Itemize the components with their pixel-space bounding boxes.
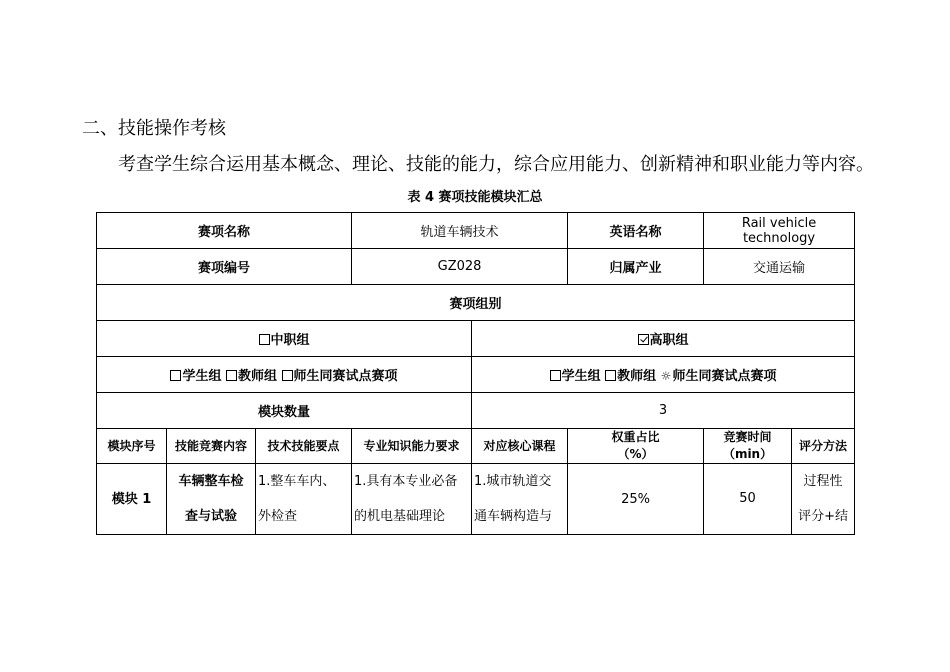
module-knowledge-line2: 的机电基础理论: [354, 509, 446, 524]
col-header-time: [704, 429, 792, 464]
time-header-line2: （min）: [722, 447, 773, 461]
module-count-label: 模块数量: [97, 393, 472, 429]
module-points: [256, 464, 352, 535]
unchecked-box-icon: [226, 370, 237, 381]
module-count-value: 3: [472, 393, 855, 429]
table-row: [97, 285, 855, 321]
module-content-line2: 查与试验: [184, 509, 237, 524]
pilot-group-label: 师生同赛试点赛项: [293, 369, 398, 384]
higher-group-cell: [472, 321, 855, 357]
col-header-points: 技术技能要点: [256, 429, 352, 464]
module-knowledge: [352, 464, 472, 535]
checked-box-icon: [638, 334, 649, 345]
table-row: [97, 393, 855, 429]
higher-subgroup-cell: [472, 357, 855, 393]
col-header-scoring: 评分方法: [792, 429, 855, 464]
col-header-course: 对应核心课程: [472, 429, 568, 464]
student-group-label: 学生组: [182, 369, 222, 384]
secondary-group-label: 中职组: [270, 333, 310, 348]
module-time: 50: [704, 464, 792, 535]
weight-header-line1: 权重占比: [611, 430, 660, 444]
module-content-line1: 车辆整车检: [178, 474, 244, 489]
group-header: 赛项组别: [97, 285, 855, 321]
module-weight: 25%: [568, 464, 704, 535]
module-course-line2: 通车辆构造与: [474, 509, 553, 524]
table-row: [97, 357, 855, 393]
module-knowledge-line1: 1.具有本专业必备: [354, 474, 458, 489]
skill-module-table: [96, 212, 855, 535]
col-header-weight: [568, 429, 704, 464]
industry-value: 交通运输: [704, 249, 855, 285]
event-code-label: 赛项编号: [97, 249, 352, 285]
module-seq: 模块 1: [97, 464, 167, 535]
table-caption: 表 4 赛项技能模块汇总: [407, 190, 543, 205]
module-points-line1: 1.整车车内、: [258, 474, 336, 489]
pilot-group-label: 师生同赛试点赛项: [672, 369, 777, 384]
col-header-knowledge: 专业知识能力要求: [352, 429, 472, 464]
event-code-value: GZ028: [352, 249, 568, 285]
higher-group-label: 高职组: [649, 333, 689, 348]
unchecked-box-icon: [282, 370, 293, 381]
table-header-row: [97, 429, 855, 464]
table-row: [97, 321, 855, 357]
english-name-label: 英语名称: [568, 213, 704, 249]
col-header-seq: 模块序号: [97, 429, 167, 464]
section-heading: 二、技能操作考核: [82, 118, 226, 139]
industry-label: 归属产业: [568, 249, 704, 285]
event-name-value: 轨道车辆技术: [352, 213, 568, 249]
unchecked-box-icon: [259, 334, 270, 345]
gear-icon: ☼: [660, 369, 672, 383]
module-course: [472, 464, 568, 535]
secondary-group-cell: [97, 321, 472, 357]
table-row: [97, 464, 855, 535]
secondary-subgroup-cell: [97, 357, 472, 393]
col-header-content: 技能竞赛内容: [167, 429, 256, 464]
weight-header-line2: （%）: [617, 447, 654, 461]
module-course-line1: 1.城市轨道交: [474, 474, 552, 489]
student-group-label: 学生组: [561, 369, 601, 384]
module-scoring-line2: 评分+结: [798, 509, 848, 524]
table-row: [97, 213, 855, 249]
time-header-line1: 竞赛时间: [723, 430, 772, 444]
teacher-group-label: 教师组: [238, 369, 278, 384]
module-scoring: [792, 464, 855, 535]
module-scoring-line1: 过程性: [803, 474, 843, 489]
teacher-group-label: 教师组: [617, 369, 657, 384]
unchecked-box-icon: [170, 370, 181, 381]
table-row: [97, 249, 855, 285]
event-name-label: 赛项名称: [97, 213, 352, 249]
module-content: [167, 464, 256, 535]
unchecked-box-icon: [550, 370, 561, 381]
unchecked-box-icon: [605, 370, 616, 381]
intro-paragraph: 考查学生综合运用基本概念、理论、技能的能力，综合应用能力、创新精神和职业能力等内容。: [118, 154, 874, 175]
english-name-value: Rail vehicle technology: [704, 213, 855, 249]
module-points-line2: 外检查: [258, 509, 298, 524]
